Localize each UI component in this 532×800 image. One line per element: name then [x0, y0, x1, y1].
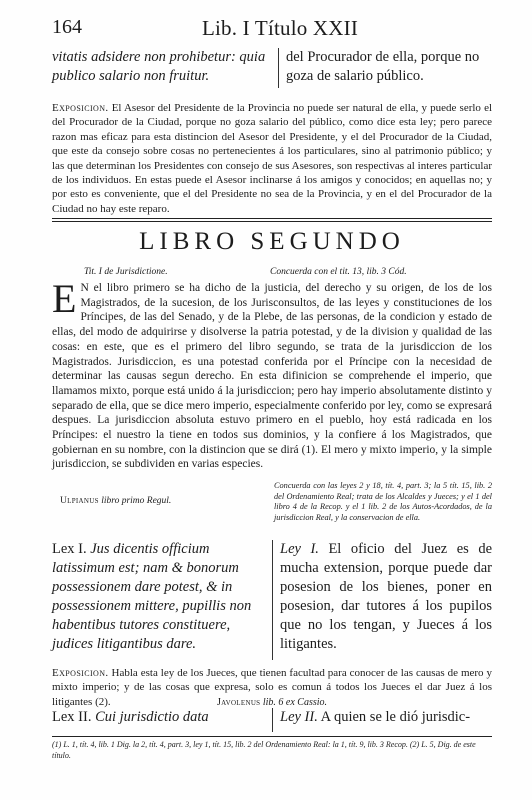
exposicion-label: Exposicion.: [52, 102, 109, 114]
column-divider: [272, 708, 273, 732]
page-number: 164: [52, 16, 82, 38]
lex-1-latin-label: Lex I.: [52, 541, 87, 557]
lex-2-spanish-text: A quien se le dió jurisdic-: [320, 709, 471, 725]
footnote-rule: [52, 736, 492, 737]
lex-2-columns: [52, 708, 492, 734]
concordance-heading: Concuerda con el tit. 13, lib. 3 Cód.: [270, 267, 407, 277]
section-rule: [52, 218, 492, 219]
continuation-spanish: del Procurador de ella, porque no goza de salario público.: [286, 49, 480, 84]
continuation-columns: [52, 48, 488, 90]
lex-1-spanish-label: Ley I.: [280, 541, 319, 557]
footnotes: [52, 740, 492, 761]
exposicion-text: El Asesor del Presidente de la Provincia no puede ser natural de ella, y puede serlo el del Procurador de la Ciudad, porque no goza salario del público, como dice esta ley; pero parece razon mas eficaz para esta distincion del Asesor del Presidente, y el del Procurador de la Ciudad, que este da consejo sobre cosas no pertenecientes á los particulares, sino al patrimonio público; y las que determinan los Presidentes con consejo de sus Asesores, son respectivas al interes particular de los individuos. En estas puede el Asesor inclinarse á los amigos y conocidos; en aquellas no; y por esto es conveniente, que el del Presidente no sea de la Provincia, y en el del Procurador de la Ciudad no hay este reparo.: [52, 102, 493, 215]
source-citation: [60, 496, 171, 506]
lex-1-spanish: [280, 540, 492, 654]
main-paragraph-text: N el libro primero se ha dicho de la justicia, del derecho y su origen, de los de los Magistrados, de la sucesion, de los Jurisconsultos, de las leyes y constituciones de los Príncipes, de las del Senado, y de la Plebe, de las personas, de la condicion y estado de ellas, del modo de adquirirse y disolverse la patria potestad, y de la division y qualidad de las cosas: en este, que es el primero del libro segundo, se trata de la jurisdiccion de los Magistrados. Jurisdiccion, es una potestad conferida por el Príncipe con la necesidad de determinar las causas segun derecho. En esta difinicion se comprehende el imperio, que llamamos mixto, porque está unido á la jurisdiccion; pero hay imperio absolutamente distinto y separado de ella, que se dice mero imperio, especialmente conferido por ley, como se expresará despues. La jurisdiccion absoluta estuvo primero en el pueblo, hoy está radicada en los Príncipes: el nuestro la tiene en todos sus dominios, y la confiere á los Magistrados, que gobiernan en su nombre, con la distincion que se dirá (1). El mero y mixto imperio, y la simple jurisdiccion, se subdividen en varias especies.: [52, 282, 492, 471]
source-work: libro primo Regul.: [101, 496, 172, 506]
main-paragraph: [52, 276, 492, 472]
continuation-latin: vitatis adsidere non prohibetur: quia publico salario non fruitur.: [52, 49, 266, 84]
book-heading: LIBRO SEGUNDO: [139, 228, 405, 255]
concordance-note: Concuerda con las leyes 2 y 18, tít. 4, part. 3; la 5 tít. 15, lib. 2 del Ordenamiento Real; trata de los Alcaldes y Jueces; y el 1 del libro 4 de la Recop. y el 1 lib. 2 de los Autos-Acordados, de la jurisdiccion Real, y la conservacion de ella.: [274, 481, 492, 522]
running-head: [52, 16, 484, 44]
lex-1-spanish-text: El oficio del Juez es de mucha extension, porque puede dar posesion de los bienes, poner en posesion, dar tutores á los pupilos que no los tengan, y Jueces á los litigantes.: [280, 541, 493, 652]
footnote: (1) L. 1, tít. 4, lib. 1 Dig. la 2, tít. 4, part. 3, ley 1, tít. 15, lib. 2 del Ordenamiento Real: la 1, tít. 9, lib. 3 Recop. (2) L. 5, Dig. de este título.: [52, 740, 476, 760]
section-heads: [72, 267, 492, 281]
running-title: Lib. I Título XXII: [202, 16, 359, 40]
section-rule-double: [52, 221, 492, 222]
lex-1-latin: [52, 540, 266, 654]
column-divider: [272, 540, 273, 660]
drop-cap: E: [52, 276, 77, 321]
exposicion-paragraph-1: [52, 101, 492, 216]
lex-1-columns: [52, 540, 493, 652]
lex-2-latin: [52, 708, 266, 727]
source-citation-2: [52, 697, 492, 708]
exposicion-text: Habla esta ley de los Jueces, que tienen facultad para conocer de las causas de mero y mixto imperio; y de las cosas que expresa, solo es comun á todos los Jueces el dar Juez á los litigantes (2).: [52, 667, 493, 708]
source-author: Javolenus: [216, 697, 261, 708]
title-heading: Tit. I de Jurisdictione.: [84, 267, 168, 277]
lex-2-latin-text: Cui jurisdictio data: [95, 709, 209, 725]
lex-2-spanish: [280, 708, 492, 727]
source-author: Ulpianus: [60, 496, 99, 506]
exposicion-label: Exposicion.: [52, 667, 109, 679]
column-divider: [278, 48, 279, 88]
source-and-concordance: [52, 481, 492, 525]
source-work: lib. 6 ex Cassio.: [262, 697, 328, 708]
lex-2-spanish-label: Ley II.: [280, 709, 318, 725]
lex-2-latin-label: Lex II.: [52, 709, 92, 725]
lex-1-latin-text: Jus dicentis officium latissimum est; nam & bonorum possessionem dare potest, & in possessionem mittere, pupillis non habentibus tutores constituere, judices litigantibus dare.: [52, 541, 252, 652]
